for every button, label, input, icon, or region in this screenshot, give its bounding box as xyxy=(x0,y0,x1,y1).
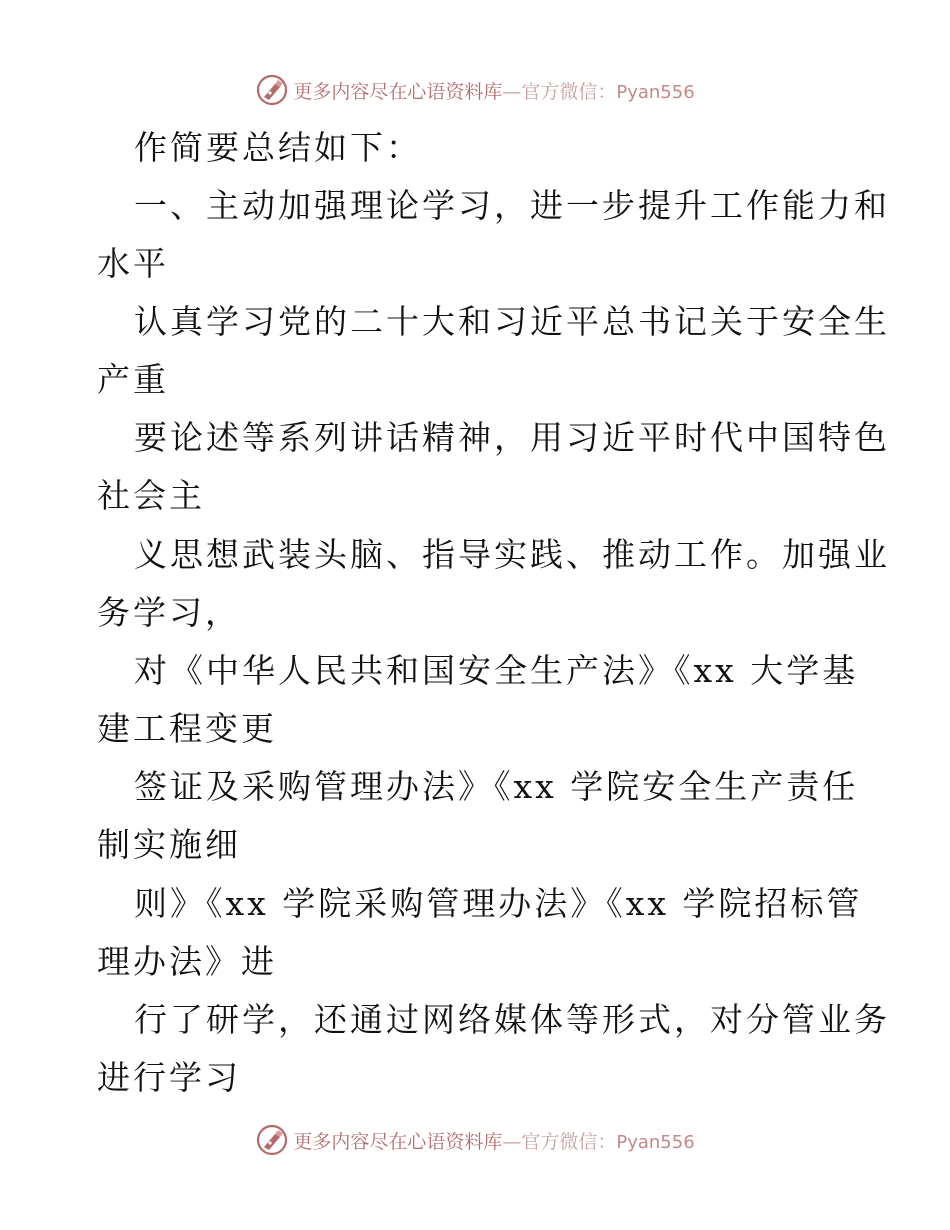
watermark-brand: 更多内容尽在心语资料库 xyxy=(293,1130,503,1153)
document-line: 进行学习 xyxy=(97,1058,241,1097)
watermark-separator: — xyxy=(502,80,522,103)
document-line: 行了研学，还通过网络媒体等形式，对分管业务 xyxy=(134,1000,890,1039)
document-line: 建工程变更 xyxy=(97,709,277,748)
watermark-contact-label: 官方微信： xyxy=(521,1130,617,1153)
document-line: 理办法》进 xyxy=(97,942,277,981)
watermark-handle: Pyan556 xyxy=(616,81,695,103)
watermark-content xyxy=(255,1123,694,1157)
document-line: 签证及采购管理办法》《xx 学院安全生产责任 xyxy=(134,767,859,806)
watermark-brand: 更多内容尽在心语资料库 xyxy=(293,80,503,103)
document-line: 则》《xx 学院采购管理办法》《xx 学院招标管 xyxy=(134,884,863,923)
document-line: 认真学习党的二十大和习近平总书记关于安全生 xyxy=(134,302,890,341)
pen-nib-logo-icon xyxy=(255,1123,289,1157)
watermark-banner-bottom xyxy=(0,1120,950,1160)
document-line: 水平 xyxy=(97,244,169,283)
document-line: 对《中华人民共和国安全生产法》《xx 大学基 xyxy=(134,651,859,690)
watermark-text xyxy=(293,1127,694,1154)
document-line: 一、主动加强理论学习，进一步提升工作能力和 xyxy=(134,186,890,225)
document-line: 务学习， xyxy=(97,593,241,632)
watermark-handle: Pyan556 xyxy=(616,1131,695,1153)
document-line: 产重 xyxy=(97,360,169,399)
watermark-contact-label: 官方微信： xyxy=(521,80,617,103)
document-line: 作简要总结如下： xyxy=(134,128,422,167)
document-line: 义思想武装头脑、指导实践、推动工作。加强业 xyxy=(134,535,890,574)
document-line: 社会主 xyxy=(97,476,205,515)
watermark-separator: — xyxy=(502,1130,522,1153)
document-line: 要论述等系列讲话精神，用习近平时代中国特色 xyxy=(134,418,890,457)
document-line: 制实施细 xyxy=(97,825,241,864)
